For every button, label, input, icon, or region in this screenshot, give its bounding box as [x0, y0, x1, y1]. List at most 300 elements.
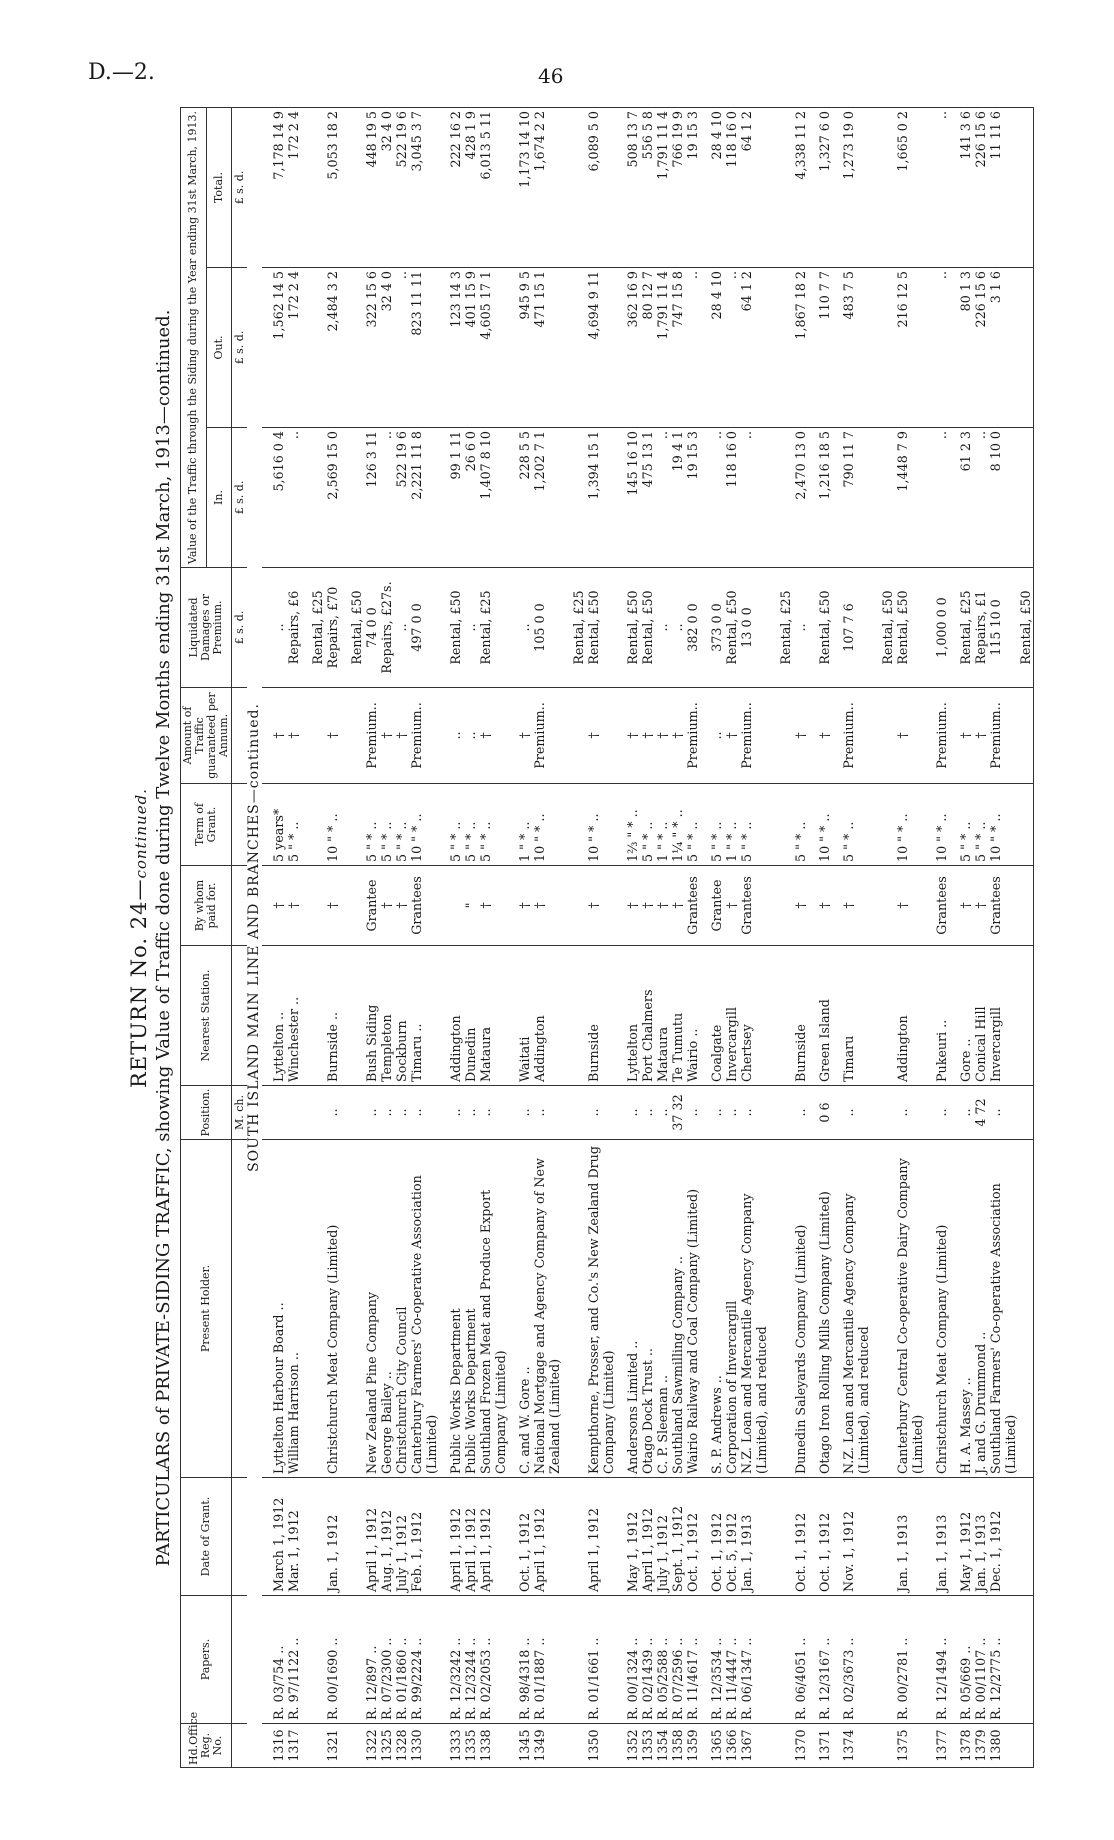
grant-date: Feb. 1, 1912 — [409, 1478, 439, 1596]
table-row — [394, 108, 409, 1768]
value-in: 1,202 7 1 — [532, 428, 562, 568]
return-title: RETURN No. 24—continued. — [127, 788, 151, 1088]
term-of-grant: 1¼ " * .. — [670, 784, 685, 866]
grant-date: Jan. 1, 1913 — [739, 1478, 769, 1596]
present-holder: H. A. Massey .. — [958, 1140, 973, 1478]
section-row — [247, 108, 262, 1768]
paid-by: † — [325, 866, 340, 946]
present-holder: Southland Frozen Meat and Produce Export Company (Limited) — [478, 1140, 508, 1478]
col-station: Nearest Station. — [181, 946, 232, 1086]
paid-by: Grantees — [934, 866, 949, 946]
grant-date: Jan. 1, 1912 — [325, 1478, 340, 1596]
value-total: 428 1 9 — [463, 108, 478, 268]
term-of-grant: 1 " * .. — [655, 784, 670, 866]
damages-premium: .. — [394, 568, 409, 688]
table-row — [379, 108, 394, 1768]
papers: R. 01/1661 .. — [586, 1596, 616, 1724]
value-out: 747 15 8 — [670, 268, 685, 428]
value-total: 448 19 5 — [364, 108, 379, 268]
table-row — [817, 108, 832, 1768]
col-term: Term of Grant. — [181, 784, 232, 866]
present-holder: National Mortgage and Agency Company of New Zealand (Limited) — [532, 1140, 562, 1478]
damages-premium: Rental, £50 — [625, 568, 640, 688]
position: .. — [394, 1086, 409, 1140]
reg-no: 1350 — [586, 1724, 616, 1768]
position: .. — [379, 1086, 394, 1140]
nearest-station: Wairio .. — [685, 946, 700, 1086]
reg-no — [349, 1724, 364, 1768]
term-of-grant — [880, 784, 895, 866]
damages-premium: Rental, £50 — [1018, 568, 1034, 688]
value-in: 19 4 1 — [670, 428, 685, 568]
nearest-station: Waitati — [517, 946, 532, 1086]
present-holder: Public Works Department — [463, 1140, 478, 1478]
nearest-station: Coalgate — [709, 946, 724, 1086]
grant-date — [571, 1478, 586, 1596]
paid-by — [310, 866, 325, 946]
group-separator — [262, 108, 271, 1768]
paid-by: † — [286, 866, 301, 946]
value-total: 766 19 9 — [670, 108, 685, 268]
traffic-guaranteed: Premium.. — [685, 688, 700, 784]
unit-total: £ s. d. — [232, 108, 248, 268]
reg-no: 1358 — [670, 1724, 685, 1768]
value-in: 228 5 5 — [517, 428, 532, 568]
value-total: 1,665 0 2 — [895, 108, 925, 268]
private-siding-table — [180, 107, 1034, 1768]
paid-by: † — [640, 866, 655, 946]
position: .. — [958, 1086, 973, 1140]
reg-no: 1359 — [685, 1724, 700, 1768]
value-in: 126 3 11 — [364, 428, 379, 568]
position — [349, 1086, 364, 1140]
present-holder — [571, 1140, 586, 1478]
papers: R. 05/2588 .. — [655, 1596, 670, 1724]
position — [310, 1086, 325, 1140]
value-total: 226 15 6 — [973, 108, 988, 268]
damages-premium: 115 10 0 — [988, 568, 1018, 688]
value-out: .. — [394, 268, 409, 428]
present-holder — [1018, 1140, 1034, 1478]
damages-premium: Rental, £50 — [586, 568, 616, 688]
grant-date: Oct. 1, 1912 — [793, 1478, 808, 1596]
value-in — [1018, 428, 1034, 568]
table-row — [778, 108, 793, 1768]
papers: R. 07/2596 .. — [670, 1596, 685, 1724]
damages-premium: 107 7 6 — [841, 568, 871, 688]
paid-by — [778, 866, 793, 946]
position: .. — [625, 1086, 640, 1140]
value-in: .. — [655, 428, 670, 568]
papers: R. 00/1107 .. — [973, 1596, 988, 1724]
value-total: 32 4 0 — [379, 108, 394, 268]
value-in: .. — [379, 428, 394, 568]
position — [271, 1086, 286, 1140]
value-in — [571, 428, 586, 568]
group-separator — [700, 108, 709, 1768]
traffic-guaranteed: † — [286, 688, 301, 784]
grant-date: April 1, 1912 — [640, 1478, 655, 1596]
traffic-guaranteed: .. — [448, 688, 463, 784]
grant-date: Jan. 1, 1913 — [934, 1478, 949, 1596]
table-row — [364, 108, 379, 1768]
group-separator — [949, 108, 958, 1768]
unit-out: £ s. d. — [232, 268, 248, 428]
paid-by: † — [517, 866, 532, 946]
reg-no: 1370 — [793, 1724, 808, 1768]
nearest-station: Dunedin — [463, 946, 478, 1086]
term-of-grant: 1⅔ " * .. — [625, 784, 640, 866]
table-row — [478, 108, 508, 1768]
position: .. — [793, 1086, 808, 1140]
value-in: 2,470 13 0 — [793, 428, 808, 568]
value-out: .. — [685, 268, 700, 428]
nearest-station — [310, 946, 325, 1086]
value-total — [349, 108, 364, 268]
damages-premium: 1,000 0 0 — [934, 568, 949, 688]
present-holder: Canterbury Central Co-operative Dairy Company (Limited) — [895, 1140, 925, 1478]
papers: R. 00/2781 .. — [895, 1596, 925, 1724]
value-out — [880, 268, 895, 428]
position — [880, 1086, 895, 1140]
papers — [880, 1596, 895, 1724]
present-holder: Christchurch Meat Company (Limited) — [934, 1140, 949, 1478]
traffic-guaranteed — [1018, 688, 1034, 784]
papers: R. 98/4318 .. — [517, 1596, 532, 1724]
traffic-guaranteed: † — [271, 688, 286, 784]
reg-no: 1378 — [958, 1724, 973, 1768]
value-total: 3,045 3 7 — [409, 108, 439, 268]
nearest-station: Burnside — [586, 946, 616, 1086]
term-of-grant: 1 " * .. — [517, 784, 532, 866]
position: .. — [739, 1086, 769, 1140]
value-total: 6,089 5 0 — [586, 108, 616, 268]
paid-by: † — [625, 866, 640, 946]
value-in: .. — [286, 428, 301, 568]
col-in: In. — [206, 428, 232, 568]
term-of-grant: 5 " * .. — [958, 784, 973, 866]
unit-in: £ s. d. — [232, 428, 248, 568]
paid-by: Grantee — [709, 866, 724, 946]
papers — [1018, 1596, 1034, 1724]
table-row — [271, 108, 286, 1768]
present-holder: Canterbury Farmers' Co-operative Association (Limited) — [409, 1140, 439, 1478]
present-holder: Otago Dock Trust .. — [640, 1140, 655, 1478]
col-holder: Present Holder. — [181, 1140, 232, 1478]
present-holder: Southland Farmers' Co-operative Association (Limited) — [988, 1140, 1018, 1478]
value-in: 118 16 0 — [724, 428, 739, 568]
reg-no: 1366 — [724, 1724, 739, 1768]
traffic-guaranteed: † — [325, 688, 340, 784]
damages-premium: Rental, £50 — [448, 568, 463, 688]
unit-damages: £ s. d. — [232, 568, 248, 688]
grant-date — [1018, 1478, 1034, 1596]
papers: R. 06/4051 .. — [793, 1596, 808, 1724]
value-in: .. — [709, 428, 724, 568]
reg-no: 1353 — [640, 1724, 655, 1768]
damages-premium: Rental, £25 — [478, 568, 508, 688]
term-of-grant: 10 " * .. — [586, 784, 616, 866]
table-row — [571, 108, 586, 1768]
damages-premium: 382 0 0 — [685, 568, 700, 688]
reg-no: 1335 — [463, 1724, 478, 1768]
value-total: 6,013 5 11 — [478, 108, 508, 268]
nearest-station: Sockburn — [394, 946, 409, 1086]
value-out — [349, 268, 364, 428]
table-row — [532, 108, 562, 1768]
papers: R. 01/1887 .. — [532, 1596, 562, 1724]
papers — [349, 1596, 364, 1724]
damages-premium: .. — [793, 568, 808, 688]
value-out — [310, 268, 325, 428]
table-row — [958, 108, 973, 1768]
nearest-station: Gore .. — [958, 946, 973, 1086]
group-separator — [562, 108, 571, 1768]
group-separator — [508, 108, 517, 1768]
damages-premium: 13 0 0 — [739, 568, 769, 688]
traffic-guaranteed: † — [625, 688, 640, 784]
traffic-guaranteed: .. — [709, 688, 724, 784]
present-holder: Otago Iron Rolling Mills Company (Limited) — [817, 1140, 832, 1478]
papers: R. 11/4447 .. — [724, 1596, 739, 1724]
term-of-grant — [1018, 784, 1034, 866]
term-of-grant: 5 " * .. — [286, 784, 301, 866]
paid-by: Grantee — [364, 866, 379, 946]
damages-premium: .. — [517, 568, 532, 688]
value-in: 790 11 7 — [841, 428, 871, 568]
table-row — [655, 108, 670, 1768]
traffic-guaranteed: † — [394, 688, 409, 784]
grant-date: Oct. 1, 1912 — [817, 1478, 832, 1596]
nearest-station: Chertsey — [739, 946, 769, 1086]
value-out: 3 1 6 — [988, 268, 1018, 428]
table-row — [1018, 108, 1034, 1768]
term-of-grant — [349, 784, 364, 866]
table-row — [739, 108, 769, 1768]
damages-premium: Rental, £25 — [310, 568, 325, 688]
nearest-station: Green Island — [817, 946, 832, 1086]
traffic-guaranteed: † — [895, 688, 925, 784]
table-row — [670, 108, 685, 1768]
value-total: 522 19 6 — [394, 108, 409, 268]
nearest-station — [571, 946, 586, 1086]
table-row — [286, 108, 301, 1768]
nearest-station: Addington — [895, 946, 925, 1086]
nearest-station: Winchester .. — [286, 946, 301, 1086]
grant-date: Mar. 1, 1912 — [286, 1478, 301, 1596]
term-of-grant: 1 " * .. — [724, 784, 739, 866]
term-of-grant: 10 " * .. — [988, 784, 1018, 866]
value-in: .. — [973, 428, 988, 568]
position: .. — [841, 1086, 871, 1140]
nearest-station — [349, 946, 364, 1086]
value-total: 1,327 6 0 — [817, 108, 832, 268]
col-regno: Hd.Office Reg. No. — [181, 1724, 232, 1768]
table-row — [709, 108, 724, 1768]
table-row — [517, 108, 532, 1768]
present-holder: N.Z. Loan and Mercantile Agency Company (Limited), and reduced — [841, 1140, 871, 1478]
present-holder: Christchurch Meat Company (Limited) — [325, 1140, 340, 1478]
reg-no — [571, 1724, 586, 1768]
value-total: 1,173 14 10 — [517, 108, 532, 268]
value-out — [778, 268, 793, 428]
grant-date: April 1, 1912 — [532, 1478, 562, 1596]
value-total — [571, 108, 586, 268]
table-row — [934, 108, 949, 1768]
paid-by: † — [973, 866, 988, 946]
value-out: .. — [724, 268, 739, 428]
paid-by: † — [895, 866, 925, 946]
paid-by: † — [793, 866, 808, 946]
traffic-guaranteed: Premium.. — [988, 688, 1018, 784]
paid-by: " — [463, 866, 478, 946]
value-out: .. — [934, 268, 949, 428]
term-of-grant: 10 " * .. — [409, 784, 439, 866]
papers: R. 12/3167 .. — [817, 1596, 832, 1724]
col-papers: Papers. — [181, 1596, 232, 1724]
term-of-grant: 5 " * .. — [463, 784, 478, 866]
value-total: 1,791 11 4 — [655, 108, 670, 268]
papers: R. 12/2775 .. — [988, 1596, 1018, 1724]
position: .. — [409, 1086, 439, 1140]
traffic-guaranteed — [880, 688, 895, 784]
value-out: 4,605 17 1 — [478, 268, 508, 428]
grant-date: Sept. 1, 1912 — [670, 1478, 685, 1596]
position — [571, 1086, 586, 1140]
value-out: 28 4 10 — [709, 268, 724, 428]
damages-premium: Repairs, £1 — [973, 568, 988, 688]
value-in: 1,407 8 10 — [478, 428, 508, 568]
damages-premium: Repairs, £70 — [325, 568, 340, 688]
value-out: 32 4 0 — [379, 268, 394, 428]
page-ref: D.—2. — [88, 60, 155, 85]
term-of-grant: 5 " * .. — [709, 784, 724, 866]
table-row — [325, 108, 340, 1768]
table-row — [841, 108, 871, 1768]
damages-premium: Rental, £50 — [349, 568, 364, 688]
col-date: Date of Grant. — [181, 1478, 232, 1596]
present-holder: J. and G. Drummond .. — [973, 1140, 988, 1478]
position: .. — [934, 1086, 949, 1140]
page-number: 46 — [538, 64, 564, 88]
paid-by: † — [724, 866, 739, 946]
traffic-guaranteed: † — [655, 688, 670, 784]
table-row — [640, 108, 655, 1768]
nearest-station: Lyttelton — [625, 946, 640, 1086]
grant-date: July 1, 1912 — [394, 1478, 409, 1596]
papers: R. 02/3673 .. — [841, 1596, 871, 1724]
traffic-guaranteed — [778, 688, 793, 784]
damages-premium: Rental, £25 — [958, 568, 973, 688]
paid-by: † — [958, 866, 973, 946]
damages-premium: Rental, £50 — [880, 568, 895, 688]
reg-no: 1374 — [841, 1724, 871, 1768]
value-total: .. — [934, 108, 949, 268]
table-row — [463, 108, 478, 1768]
term-of-grant — [310, 784, 325, 866]
reg-no — [310, 1724, 325, 1768]
term-of-grant: 10 " * .. — [325, 784, 340, 866]
present-holder: Kempthorne, Prosser, and Co.'s New Zealand Drug Company (Limited) — [586, 1140, 616, 1478]
group-separator — [925, 108, 934, 1768]
value-out: 362 16 9 — [625, 268, 640, 428]
table-row — [724, 108, 739, 1768]
value-out: 80 12 7 — [640, 268, 655, 428]
reg-no: 1371 — [817, 1724, 832, 1768]
group-separator — [340, 108, 349, 1768]
present-holder: Wairio Railway and Coal Company (Limited) — [685, 1140, 700, 1478]
rotated-page-body — [127, 108, 1114, 1768]
paid-by: † — [532, 866, 562, 946]
value-in — [349, 428, 364, 568]
damages-premium: Rental, £50 — [817, 568, 832, 688]
grant-date: April 1, 1912 — [364, 1478, 379, 1596]
value-in: 2,569 15 0 — [325, 428, 340, 568]
damages-premium: .. — [655, 568, 670, 688]
value-out: 322 15 6 — [364, 268, 379, 428]
present-holder: N.Z. Loan and Mercantile Agency Company (Limited), and reduced — [739, 1140, 769, 1478]
position: .. — [532, 1086, 562, 1140]
damages-premium: .. — [670, 568, 685, 688]
traffic-guaranteed: Premium.. — [409, 688, 439, 784]
value-total: 141 3 6 — [958, 108, 973, 268]
value-in: 1,448 7 9 — [895, 428, 925, 568]
traffic-guaranteed — [349, 688, 364, 784]
term-of-grant: 5 " * .. — [841, 784, 871, 866]
papers: R. 03/754 .. — [271, 1596, 286, 1724]
traffic-guaranteed: .. — [463, 688, 478, 784]
position: .. — [724, 1086, 739, 1140]
damages-premium: Rental, £50 — [895, 568, 925, 688]
present-holder: Christchurch City Council — [394, 1140, 409, 1478]
term-of-grant: 5 " * .. — [478, 784, 508, 866]
damages-premium: 105 0 0 — [532, 568, 562, 688]
value-out: 172 2 4 — [286, 268, 301, 428]
traffic-guaranteed: Premium.. — [739, 688, 769, 784]
grant-date: March 1, 1912 — [271, 1478, 286, 1596]
value-total: 556 5 8 — [640, 108, 655, 268]
position: 4 72 — [973, 1086, 988, 1140]
traffic-guaranteed: † — [517, 688, 532, 784]
table-row — [310, 108, 325, 1768]
subtitle: PARTICULARS of PRIVATE-SIDING TRAFFIC, showing Value of Traffic done during Twelve Months ending 31st March, 1913—continued. — [153, 309, 174, 1567]
papers: R. 99/2224 .. — [409, 1596, 439, 1724]
paid-by: † — [841, 866, 871, 946]
value-total — [1018, 108, 1034, 268]
grant-date: Oct. 5, 1912 — [724, 1478, 739, 1596]
col-damages: Liquidated Damages or Premium. — [181, 568, 232, 688]
term-of-grant: 10 " * .. — [934, 784, 949, 866]
traffic-guaranteed: † — [817, 688, 832, 784]
value-out — [571, 268, 586, 428]
nearest-station: Burnside — [793, 946, 808, 1086]
reg-no: 1338 — [478, 1724, 508, 1768]
term-of-grant: 5 " * .. — [739, 784, 769, 866]
term-of-grant: 5 " * .. — [640, 784, 655, 866]
grant-date: Nov. 1, 1912 — [841, 1478, 871, 1596]
traffic-guaranteed: Premium.. — [934, 688, 949, 784]
value-total: 19 15 3 — [685, 108, 700, 268]
value-total: 11 11 6 — [988, 108, 1018, 268]
col-paidby: By whom paid for. — [181, 866, 232, 946]
nearest-station: Addington — [448, 946, 463, 1086]
grant-date: Jan. 1, 1913 — [973, 1478, 988, 1596]
value-in — [778, 428, 793, 568]
present-holder: C. and W. Gore .. — [517, 1140, 532, 1478]
papers: R. 12/3534 .. — [709, 1596, 724, 1724]
term-of-grant: 5 " * .. — [793, 784, 808, 866]
value-out: 226 15 6 — [973, 268, 988, 428]
